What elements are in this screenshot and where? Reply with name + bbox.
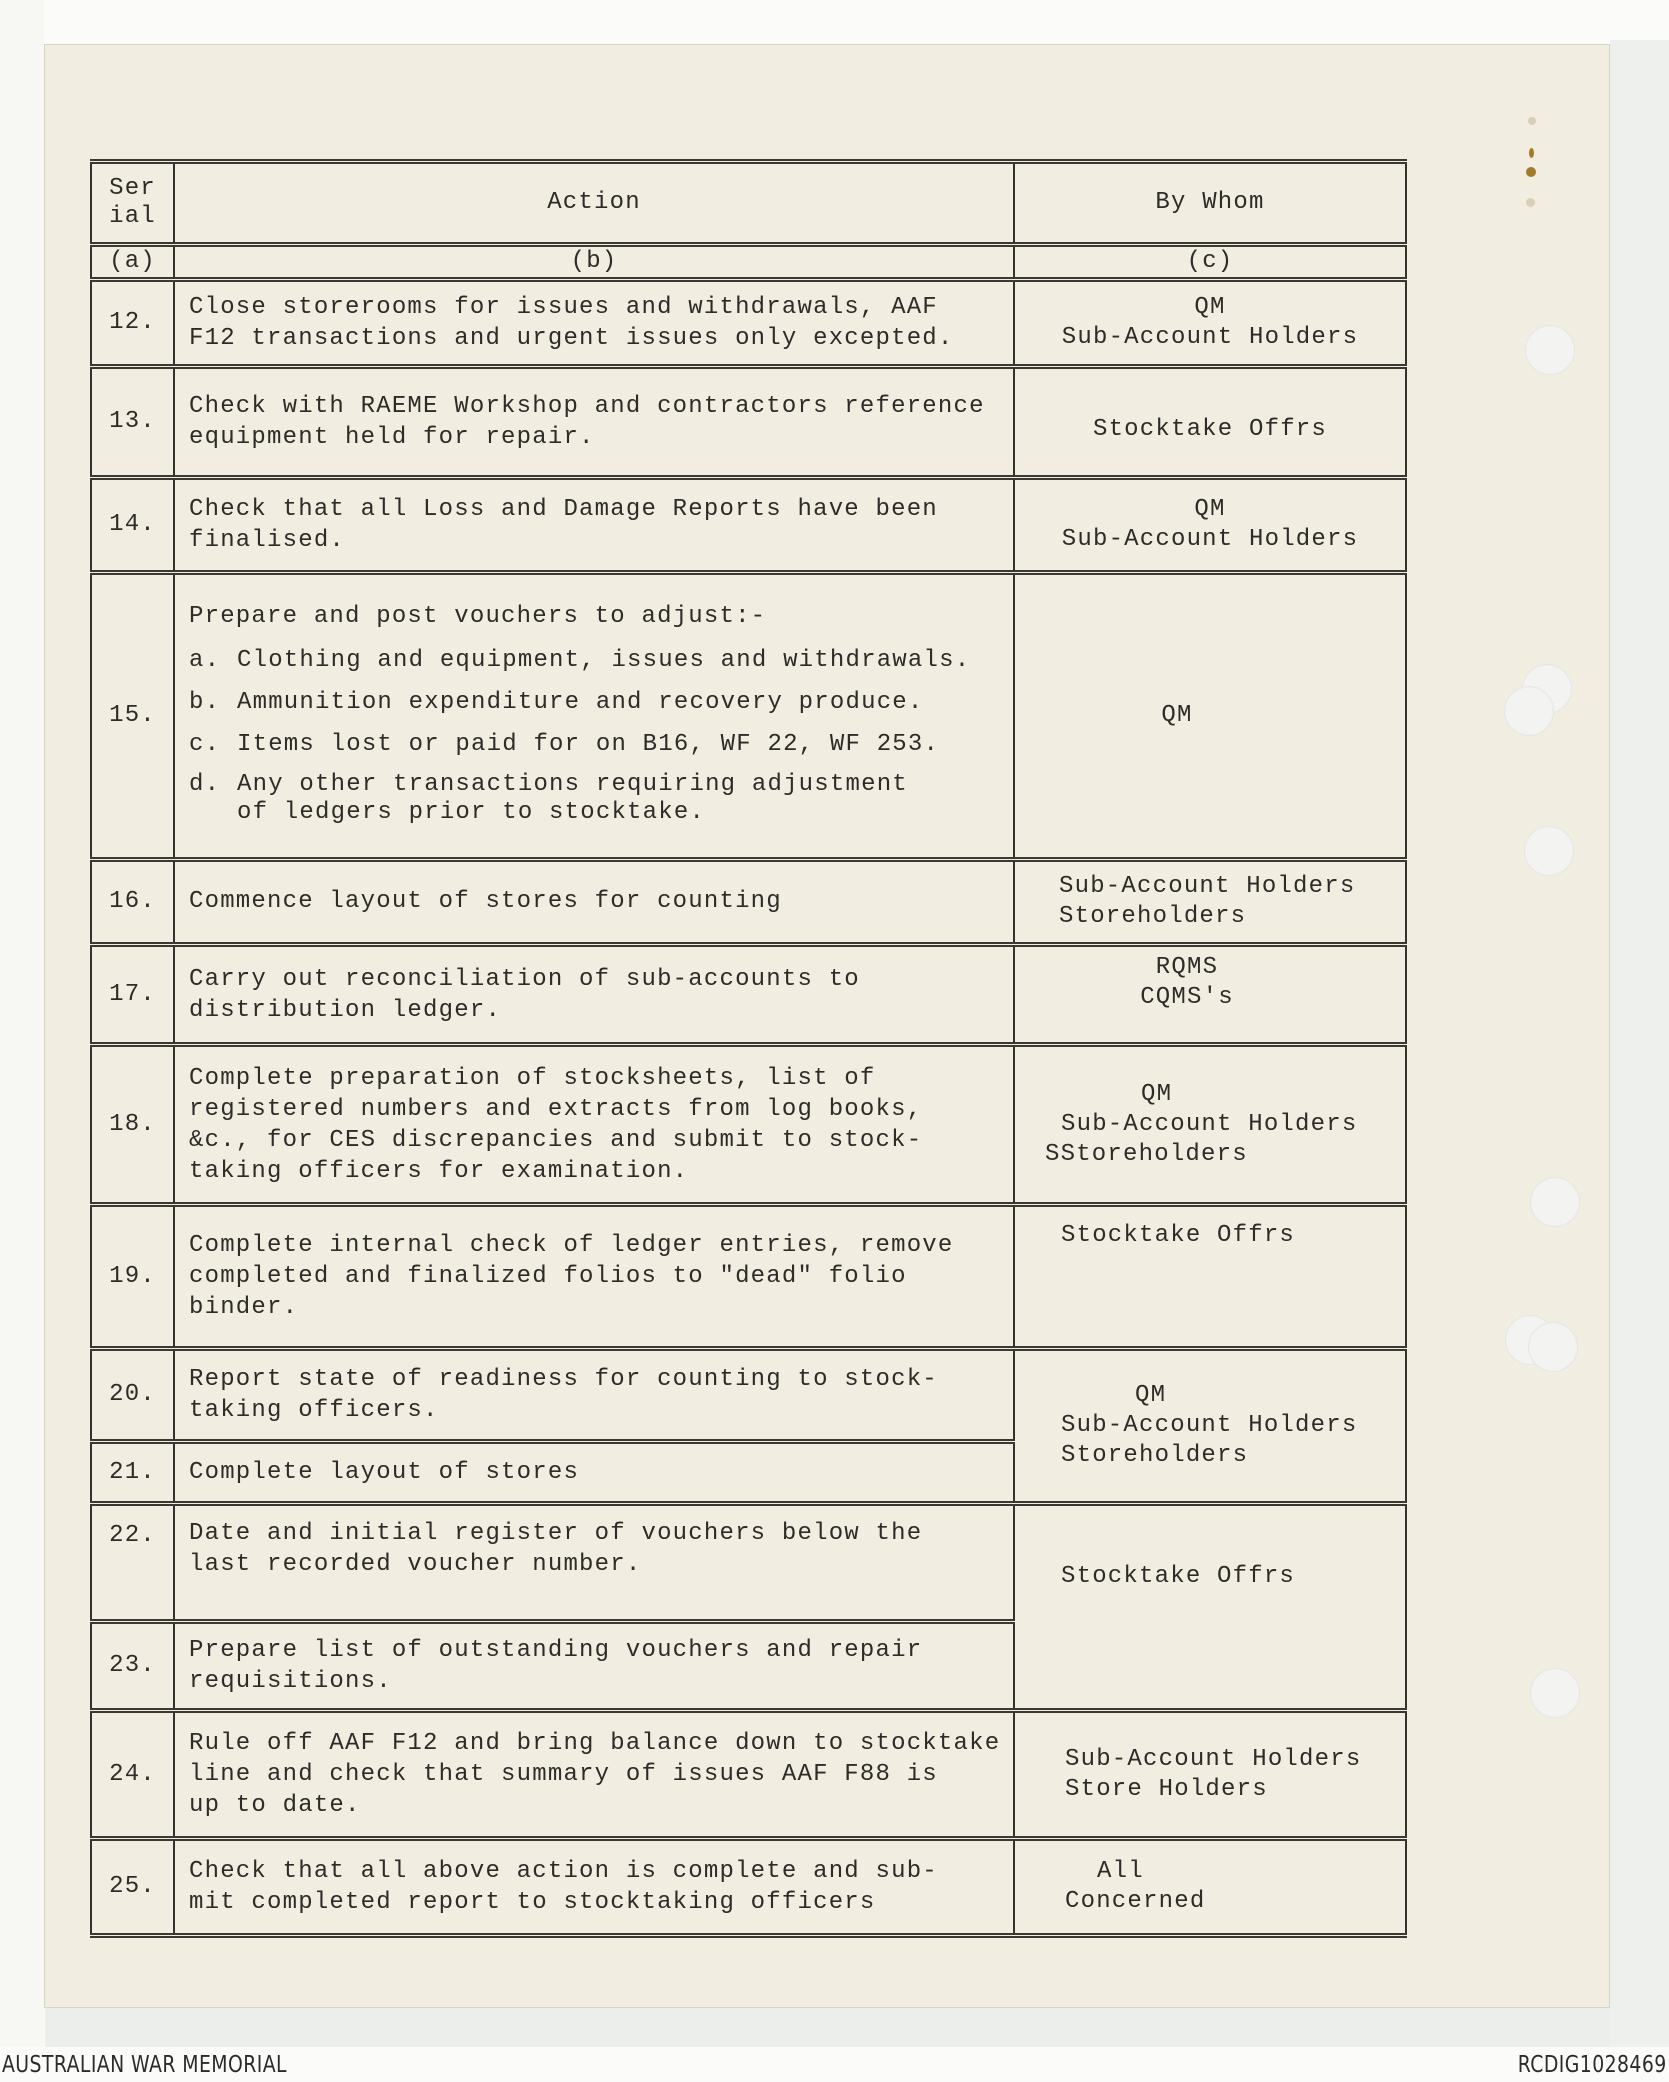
- by-whom-line: Storeholders: [1061, 1442, 1249, 1469]
- rust-stain: [1526, 167, 1536, 177]
- serial-number: 13.: [91, 367, 174, 478]
- action-text: [174, 1205, 1014, 1349]
- action-line: equipment held for repair.: [189, 424, 595, 451]
- header-action: Action: [174, 162, 1014, 245]
- table-header-row: [91, 162, 1406, 245]
- action-line: requisitions.: [189, 1668, 392, 1695]
- action-line: Complete layout of stores: [189, 1458, 580, 1486]
- rust-stain: [1529, 148, 1534, 158]
- sub-item-text-line: of ledgers prior to stocktake.: [237, 799, 706, 826]
- table-row: [91, 1205, 1406, 1349]
- action-text: [174, 1045, 1014, 1205]
- serial-number: 23.: [91, 1622, 174, 1711]
- by-whom-line: Sub-Account Holders: [1059, 873, 1356, 900]
- serial-number: 20.: [91, 1349, 174, 1442]
- sub-item-label: b.: [189, 689, 221, 716]
- sub-item-text: Items lost or paid for on B16, WF 22, WF 253.: [237, 731, 940, 758]
- action-text: [174, 1504, 1014, 1622]
- punch-hole: [1528, 1322, 1578, 1372]
- table-row: [91, 860, 1406, 945]
- by-whom-line: Stocktake Offrs: [1092, 416, 1328, 443]
- punch-hole: [1524, 826, 1574, 876]
- table-row: [91, 1839, 1406, 1936]
- table-row: [91, 280, 1406, 367]
- action-line: Close storerooms for issues and withdrawals, AAF: [189, 294, 938, 321]
- by-whom-line: CQMS's: [1140, 984, 1234, 1011]
- sub-item-label: c.: [189, 731, 221, 758]
- serial-number: 14.: [91, 478, 174, 573]
- by-whom: [1014, 280, 1406, 367]
- header-serial: [91, 162, 174, 245]
- action-line: line and check that summary of issues AAF F88 is: [189, 1761, 938, 1788]
- action-line: Report state of readiness for counting to stock-: [189, 1366, 938, 1393]
- action-line: Date and initial register of vouchers below the: [189, 1520, 923, 1547]
- table-row: [91, 1504, 1406, 1622]
- action-line: F12 transactions and urgent issues only excepted.: [189, 325, 954, 352]
- by-whom-line: Store Holders: [1065, 1775, 1268, 1803]
- action-line: distribution ledger.: [189, 996, 502, 1024]
- punch-hole: [1504, 686, 1554, 736]
- action-lead: Prepare and post vouchers to adjust:-: [189, 603, 767, 630]
- sub-item-label: a.: [189, 647, 221, 674]
- action-sub-item: [189, 687, 999, 719]
- serial-number: 25.: [91, 1839, 174, 1936]
- action-text: [174, 945, 1014, 1045]
- by-whom: [1014, 945, 1406, 1045]
- serial-number: 17.: [91, 945, 174, 1045]
- by-whom-line: Stocktake Offrs: [1061, 1222, 1296, 1249]
- action-text: [174, 573, 1014, 860]
- action-line: taking officers for examination.: [189, 1157, 689, 1185]
- staple-mark: [1528, 117, 1536, 125]
- scan-background-right: [1610, 40, 1669, 2047]
- action-line: registered numbers and extracts from log books,: [189, 1095, 923, 1123]
- scan-background-left: [0, 0, 44, 2047]
- column-code-row: [91, 245, 1406, 280]
- action-line: mit completed report to stocktaking officers: [189, 1889, 876, 1916]
- table-row: [91, 573, 1406, 860]
- serial-number: 18.: [91, 1045, 174, 1205]
- action-line: finalised.: [189, 527, 346, 554]
- column-code-c: (c): [1014, 245, 1406, 280]
- serial-number: 21.: [91, 1442, 174, 1504]
- by-whom: [1014, 1045, 1406, 1205]
- by-whom-line: Sub-Account Holders: [1061, 1110, 1358, 1138]
- action-text: [174, 280, 1014, 367]
- serial-number: 16.: [91, 860, 174, 945]
- sub-item-text: Clothing and equipment, issues and withdrawals.: [237, 647, 971, 674]
- by-whom-line: Sub-Account Holders: [1065, 1745, 1362, 1773]
- by-whom-line: QM: [1194, 294, 1226, 321]
- serial-number: 12.: [91, 280, 174, 367]
- sub-item-text: [237, 771, 999, 827]
- action-line: Check that all above action is complete and sub-: [189, 1858, 938, 1885]
- action-text: [174, 1349, 1014, 1442]
- action-line: Complete preparation of stocksheets, list of: [189, 1064, 876, 1092]
- by-whom-line: QM: [1141, 1080, 1173, 1108]
- action-line: Check with RAEME Workshop and contractors reference: [189, 393, 985, 420]
- by-whom-line: All: [1097, 1858, 1144, 1885]
- by-whom-line: QM: [1194, 496, 1226, 523]
- punch-hole: [1530, 1668, 1580, 1718]
- by-whom: [1014, 1711, 1406, 1839]
- action-text: [174, 1839, 1014, 1936]
- by-whom-line: Concerned: [1065, 1888, 1206, 1915]
- archive-attribution: AUSTRALIAN WAR MEMORIAL: [2, 2052, 287, 2078]
- action-text: [174, 1622, 1014, 1711]
- by-whom: [1014, 1205, 1406, 1349]
- column-code-a: (a): [91, 245, 174, 280]
- by-whom-line: Storeholders: [1059, 903, 1247, 930]
- by-whom-line: Sub-Account Holders: [1061, 324, 1359, 351]
- by-whom: [1014, 860, 1406, 945]
- serial-number: 24.: [91, 1711, 174, 1839]
- action-sub-item: [189, 645, 999, 677]
- action-line: Rule off AAF F12 and bring balance down to stocktake: [189, 1730, 1001, 1757]
- action-text: [174, 367, 1014, 478]
- action-line: up to date.: [189, 1792, 361, 1819]
- by-whom-line: SStoreholders: [1045, 1140, 1248, 1168]
- by-whom: [1014, 1839, 1406, 1936]
- action-line: taking officers.: [189, 1397, 439, 1424]
- column-code-b: (b): [174, 245, 1014, 280]
- action-line: Complete internal check of ledger entries, remove: [189, 1232, 954, 1259]
- action-line: Commence layout of stores for counting: [189, 888, 782, 915]
- serial-number: 15.: [91, 573, 174, 860]
- action-line: &c., for CES discrepancies and submit to stock-: [189, 1126, 923, 1154]
- action-sub-item: [189, 729, 999, 761]
- action-line: Carry out reconciliation of sub-accounts to: [189, 965, 860, 993]
- serial-number: 19.: [91, 1205, 174, 1349]
- table-row: [91, 367, 1406, 478]
- by-whom: [1014, 367, 1406, 478]
- action-text: [174, 860, 1014, 945]
- serial-number: 22.: [91, 1504, 174, 1622]
- table-row: [91, 1711, 1406, 1839]
- table-row: [91, 478, 1406, 573]
- action-text: [174, 1442, 1014, 1504]
- sub-item-label: d.: [189, 771, 221, 798]
- header-by-whom: By Whom: [1014, 162, 1406, 245]
- action-sub-item: [189, 771, 999, 827]
- by-whom-line: RQMS: [1155, 954, 1219, 981]
- punch-hole: [1530, 1177, 1580, 1227]
- by-whom-line: Sub-Account Holders: [1061, 526, 1359, 553]
- table-row: [91, 1045, 1406, 1205]
- by-whom: [1014, 1349, 1406, 1504]
- punch-hole: [1525, 325, 1575, 375]
- archive-reference-id: RCDIG1028469: [1518, 2052, 1667, 2078]
- by-whom: [1014, 478, 1406, 573]
- action-text: [174, 1711, 1014, 1839]
- staple-mark: [1526, 198, 1535, 207]
- header-serial-line1: Ser: [109, 175, 156, 202]
- by-whom-line: Stocktake Offrs: [1061, 1563, 1296, 1590]
- action-line: Check that all Loss and Damage Reports have been: [189, 496, 938, 523]
- by-whom: [1014, 1504, 1406, 1711]
- stocktake-action-table: [90, 159, 1405, 1938]
- sub-item-text: Ammunition expenditure and recovery produce.: [237, 689, 924, 716]
- action-line: Prepare list of outstanding vouchers and repair: [189, 1637, 923, 1664]
- table-row: [91, 945, 1406, 1045]
- by-whom-line: QM: [1161, 702, 1193, 729]
- header-serial-line2: ial: [109, 203, 156, 230]
- action-line: completed and finalized folios to "dead" folio: [189, 1263, 907, 1290]
- by-whom-line: Sub-Account Holders: [1061, 1412, 1358, 1439]
- sub-item-text-line: Any other transactions requiring adjustment: [237, 771, 908, 798]
- action-line: binder.: [189, 1294, 299, 1321]
- by-whom: [1014, 573, 1406, 860]
- table-row: [91, 1349, 1406, 1442]
- action-line: last recorded voucher number.: [189, 1551, 642, 1578]
- action-text: [174, 478, 1014, 573]
- by-whom-line: QM: [1135, 1382, 1167, 1409]
